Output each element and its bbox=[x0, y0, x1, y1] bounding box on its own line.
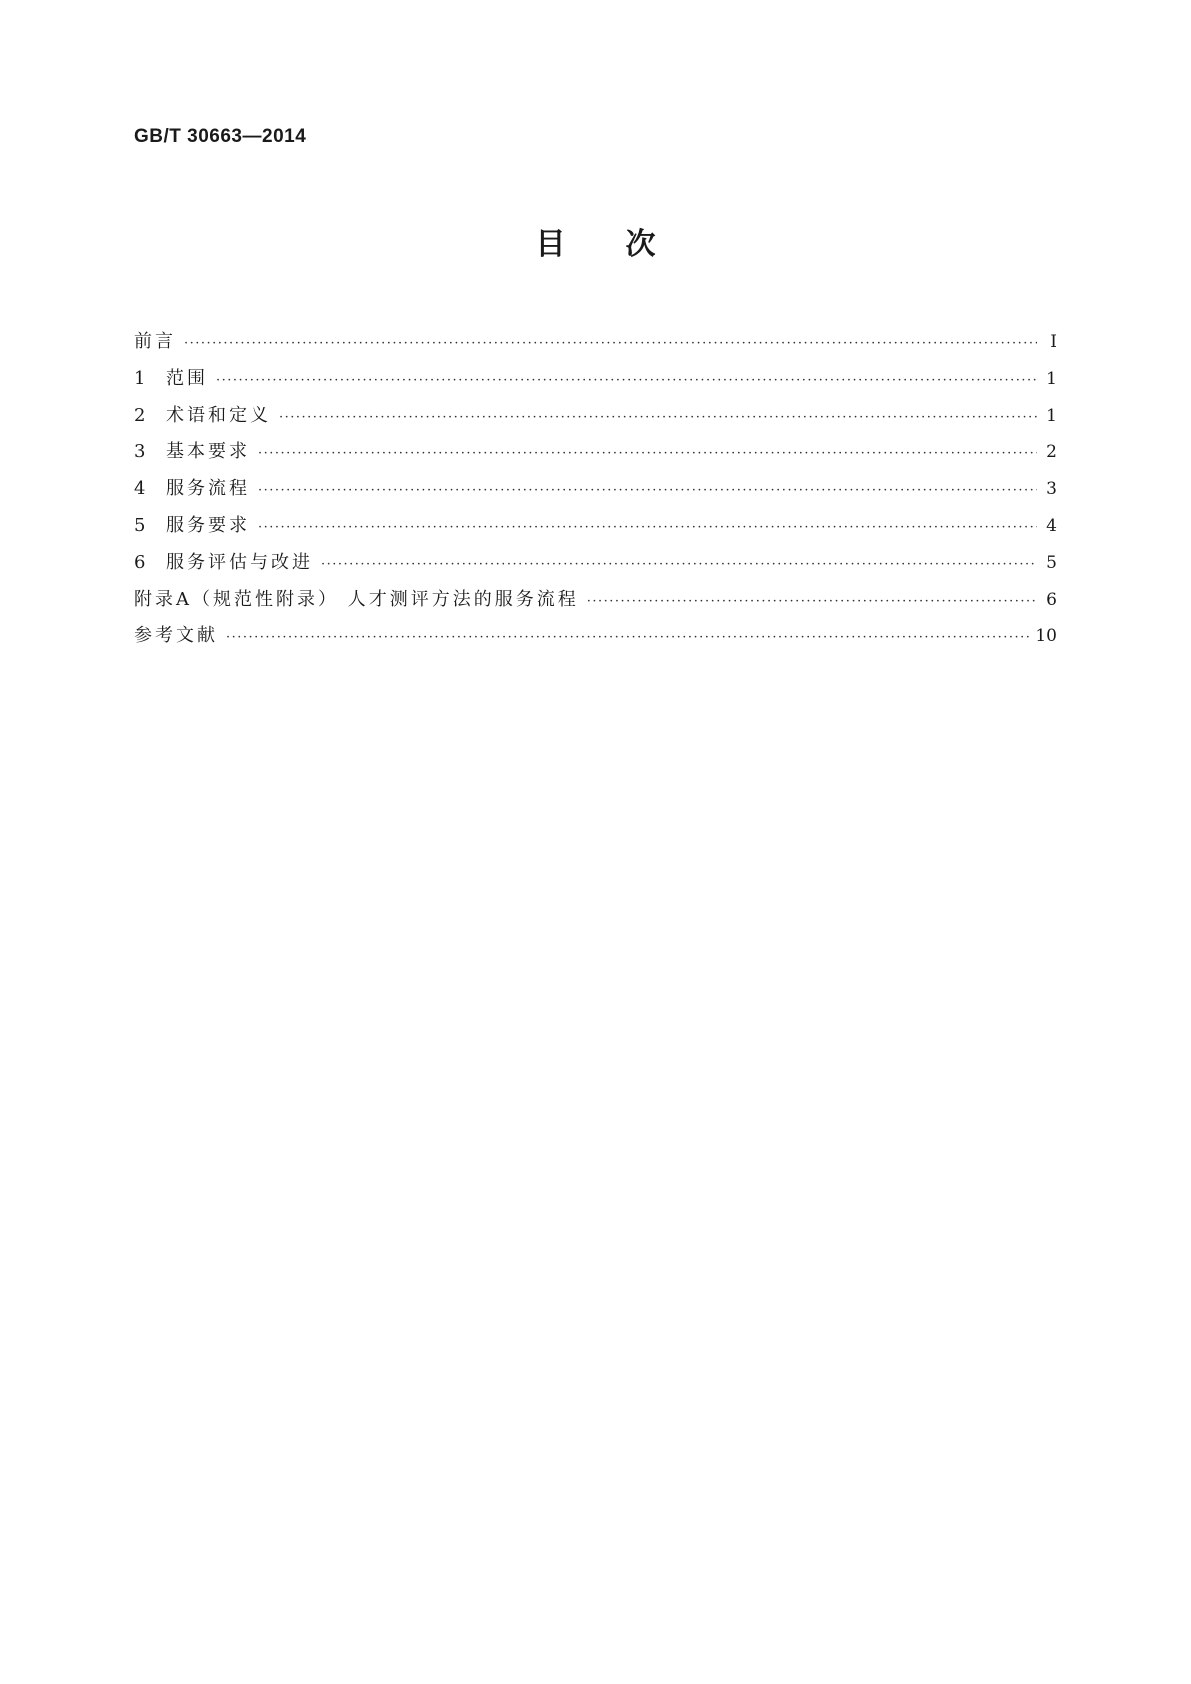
toc-entry-foreword[interactable] bbox=[134, 324, 1057, 361]
toc-title: 目次 bbox=[535, 227, 716, 262]
toc-entry-page: 1 bbox=[1046, 368, 1057, 389]
dot-leader bbox=[184, 326, 1037, 363]
toc-entry-basic-requirements[interactable] bbox=[134, 434, 1057, 471]
toc-entry-terms[interactable] bbox=[134, 398, 1057, 435]
toc-entry-page: 10 bbox=[1035, 626, 1057, 647]
toc-entry-page: 5 bbox=[1046, 552, 1057, 573]
dot-leader bbox=[587, 584, 1037, 621]
toc-entry-page: 3 bbox=[1046, 479, 1057, 500]
dot-leader bbox=[258, 510, 1037, 547]
toc-entry-page: 4 bbox=[1046, 515, 1057, 536]
toc-entry-references[interactable] bbox=[134, 618, 1057, 655]
dot-leader bbox=[279, 400, 1037, 437]
toc-entry-label: 前言 bbox=[134, 331, 176, 352]
toc-entry-page: 1 bbox=[1046, 405, 1057, 426]
toc-entry-scope[interactable] bbox=[134, 361, 1057, 398]
toc-entry-label: 服务要求 bbox=[166, 514, 250, 536]
standard-code: GB/T 30663—2014 bbox=[134, 126, 307, 147]
toc-entry-number: 2 bbox=[134, 404, 146, 426]
toc-entry-page: 2 bbox=[1046, 442, 1057, 463]
toc-entry-number: 3 bbox=[134, 441, 146, 463]
toc-entry-label: 术语和定义 bbox=[166, 404, 271, 426]
toc-entry-number: 1 bbox=[134, 367, 146, 389]
table-of-contents bbox=[134, 324, 1057, 655]
dot-leader bbox=[321, 547, 1037, 584]
dot-leader bbox=[258, 473, 1037, 510]
toc-entry-label: 范围 bbox=[166, 367, 208, 389]
dot-leader bbox=[216, 363, 1037, 400]
toc-entry-appendix-a[interactable] bbox=[134, 582, 1057, 619]
toc-entry-label: 服务流程 bbox=[166, 478, 250, 500]
toc-entry-label: 服务评估与改进 bbox=[166, 551, 313, 573]
toc-entry-page: Ⅰ bbox=[1050, 332, 1057, 352]
toc-entry-label: 附录A（规范性附录） 人才测评方法的服务流程 bbox=[134, 588, 579, 610]
toc-entry-number: 5 bbox=[134, 514, 146, 536]
toc-entry-number: 4 bbox=[134, 478, 146, 500]
toc-entry-service-requirements[interactable] bbox=[134, 508, 1057, 545]
toc-entry-label: 基本要求 bbox=[166, 441, 250, 463]
dot-leader bbox=[226, 620, 1029, 657]
toc-entry-page: 6 bbox=[1046, 589, 1057, 610]
toc-entry-service-process[interactable] bbox=[134, 471, 1057, 508]
toc-entry-number: 6 bbox=[134, 551, 146, 573]
toc-entry-label: 参考文献 bbox=[134, 625, 218, 647]
toc-entry-evaluation[interactable] bbox=[134, 545, 1057, 582]
dot-leader bbox=[258, 436, 1037, 473]
